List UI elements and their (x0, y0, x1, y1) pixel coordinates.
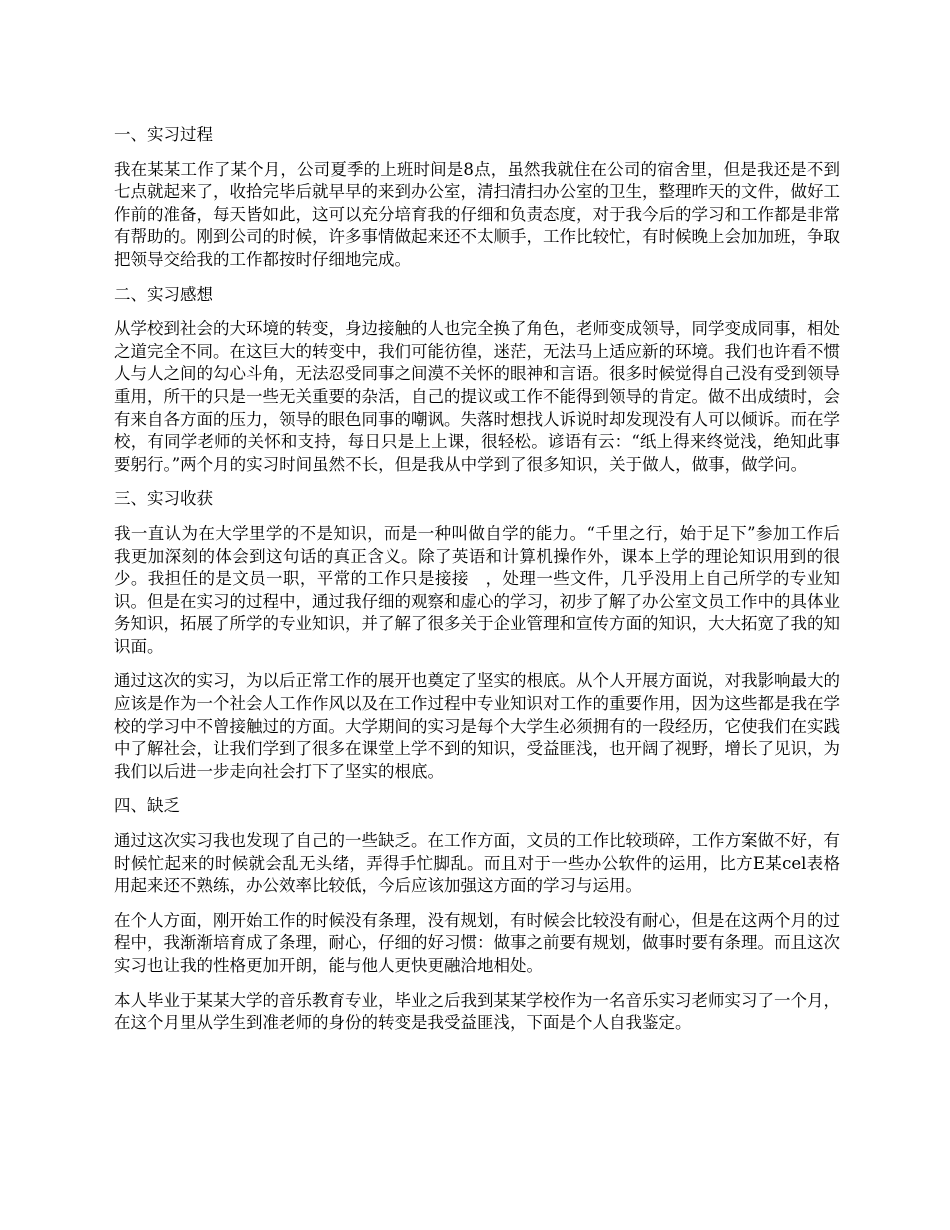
paragraph: 通过这次实习我也发现了自己的一些缺乏。在工作方面，文员的工作比较琐碎，工作方案做不好，有时候忙起来的时候就会乱无头绪，弄得手忙脚乱。而且对于一些办公软件的运用，比方E某cel表格用起来还不熟练，办公效率比较低，今后应该加强这方面的学习与运用。 (114, 831, 840, 896)
section-heading: 二、实习感想 (114, 284, 213, 304)
section-heading: 四、缺乏 (114, 796, 180, 816)
section-heading: 一、实习过程 (114, 125, 213, 144)
section-heading: 三、实习收获 (114, 489, 213, 509)
paragraph: 通过这次的实习，为以后正常工作的展开也奠定了坚实的根底。从个人开展方面说，对我影响最大的应该是作为一个社会人工作作风以及在工作过程中专业知识对工作的重要作用，因为这些都是我在学校的学习中不曾接触过的方面。大学期间的实习是每个大学生必须拥有的一段经历，它使我们在实践中了解社会，让我们学到了很多在课堂上学不到的知识，受益匪浅，也开阔了视野，增长了见识，为我们以后进一步走向社会打下了坚实的根底。 (114, 671, 840, 781)
paragraph: 从学校到社会的大环境的转变，身边接触的人也完全换了角色，老师变成领导，同学变成同事，相处之道完全不同。在这巨大的转变中，我们可能彷徨，迷茫，无法马上适应新的环境。我们也许看不惯人与人之间的勾心斗角，无法忍受同事之间漠不关怀的眼神和言语。很多时候觉得自己没有受到领导重用，所干的只是一些无关重要的杂活，自己的提议或工作不能得到领导的肯定。做不出成绩时，会有来自各方面的压力，领导的眼色同事的嘲讽。失落时想找人诉说时却发现没有人可以倾诉。而在学校，有同学老师的关怀和支持，每日只是上上课，很轻松。谚语有云：“纸上得来终觉浅，绝知此事要躬行。”两个月的实习时间虽然不长，但是我从中学到了很多知识，关于做人，做事，做学问。 (114, 319, 840, 474)
paragraph: 我在某某工作了某个月，公司夏季的上班时间是8点，虽然我就住在公司的宿舍里，但是我还是不到七点就起来了，收拾完毕后就早早的来到办公室，清扫清扫办公室的卫生，整理昨天的文件，做好工作前的准备，每天皆如此，这可以充分培育我的仔细和负责态度，对于我今后的学习和工作都是非常有帮助的。刚到公司的时候，许多事情做起来还不太顺手，工作比较忙，有时候晚上会加加班，争取把领导交给我的工作都按时仔细地完成。 (114, 159, 840, 269)
document-body (114, 124, 840, 1047)
paragraph: 我一直认为在大学里学的不是知识，而是一种叫做自学的能力。“千里之行，始于足下”参加工作后我更加深刻的体会到这句话的真正含义。除了英语和计算机操作外，课本上学的理论知识用到的很少。我担任的是文员一职，平常的工作只是接接 ，处理一些文件，几乎没用上自己所学的专业知识。但是在实习的过程中，通过我仔细的观察和虚心的学习，初步了解了办公室文员工作中的具体业务知识，拓展了所学的专业知识，并了解了很多关于企业管理和宣传方面的知识，大大拓宽了我的知识面。 (114, 523, 840, 656)
paragraph: 本人毕业于某某大学的音乐教育专业，毕业之后我到某某学校作为一名音乐实习老师实习了一个月，在这个月里从学生到准老师的身份的转变是我受益匪浅，下面是个人自我鉴定。 (114, 990, 840, 1033)
paragraph: 在个人方面，刚开始工作的时候没有条理，没有规划，有时候会比较没有耐心，但是在这两个月的过程中，我渐渐培育成了条理，耐心，仔细的好习惯：做事之前要有规划，做事时要有条理。而且这次实习也让我的性格更加开朗，能与他人更快更融洽地相处。 (114, 910, 840, 975)
